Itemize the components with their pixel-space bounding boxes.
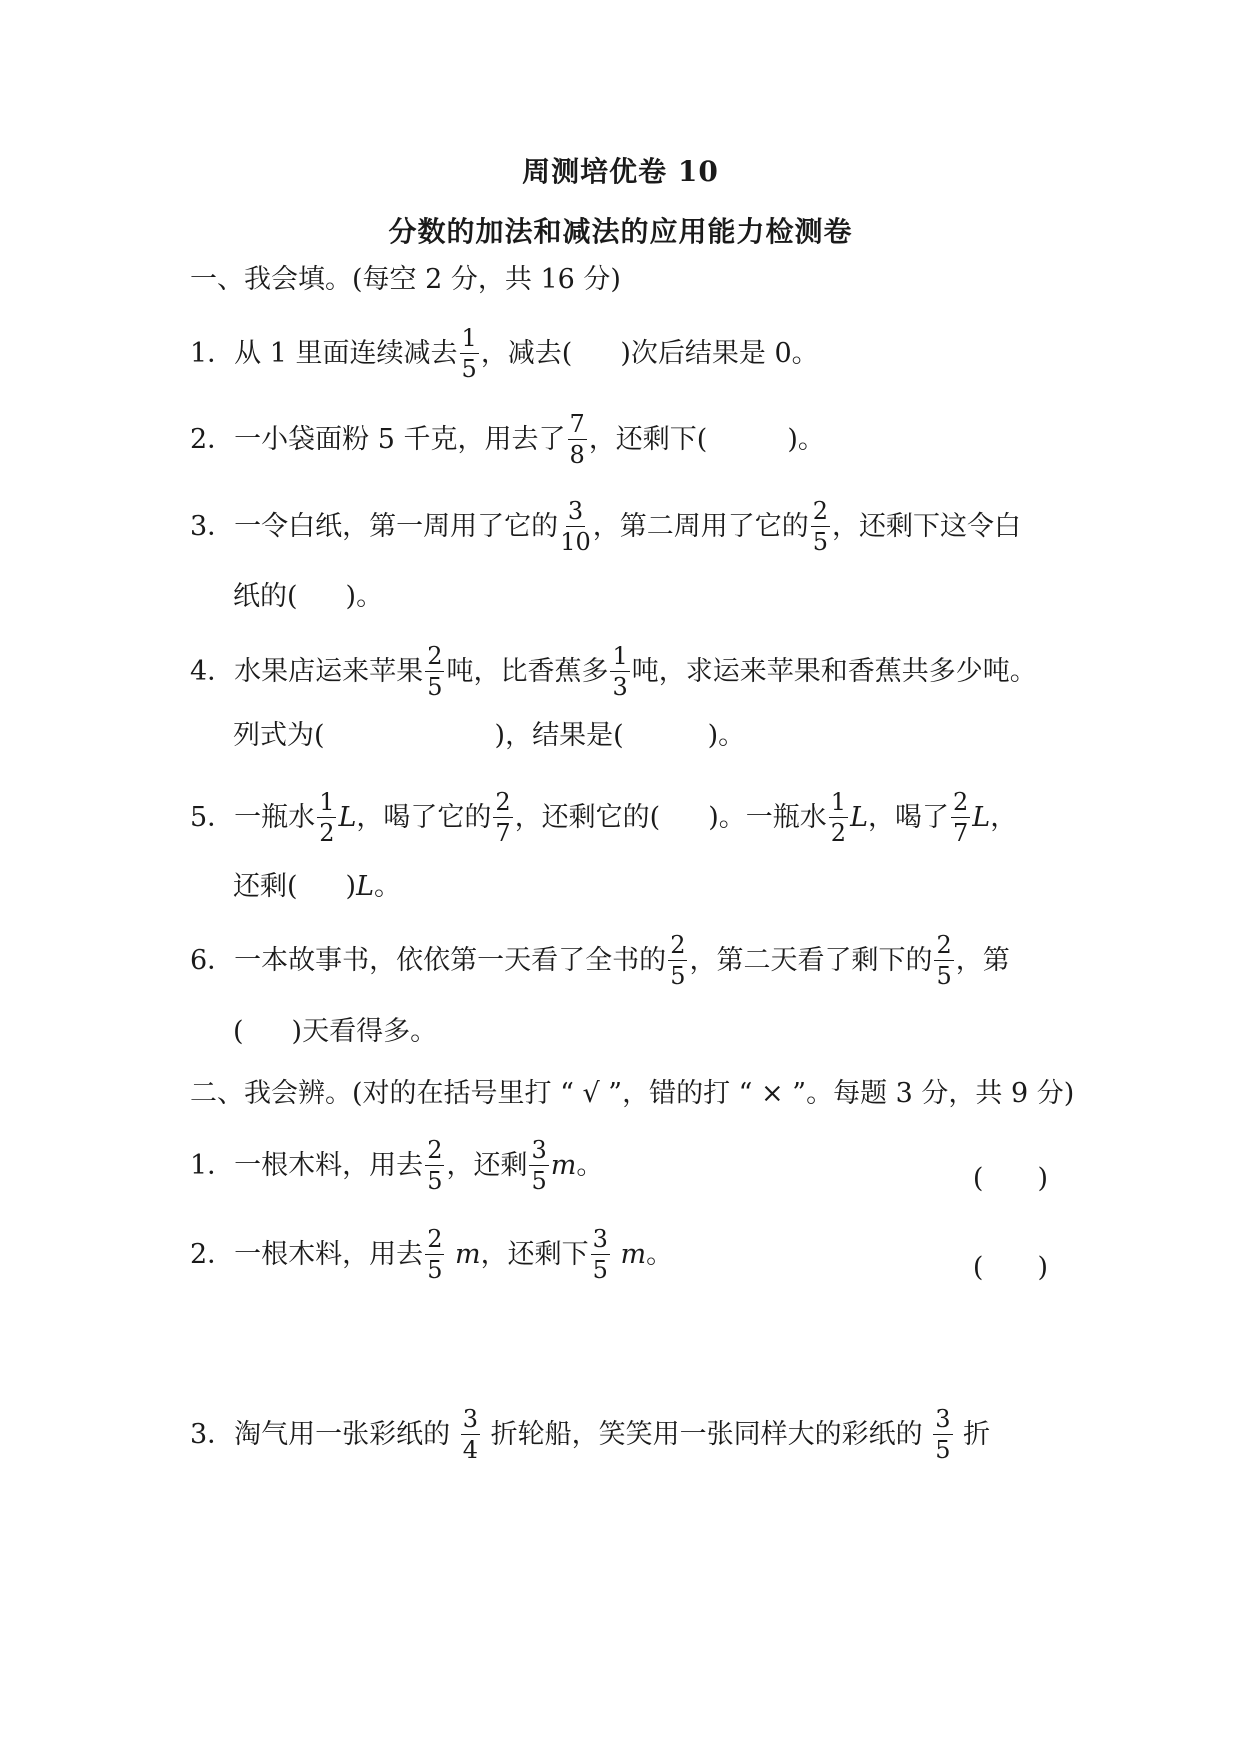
fraction	[460, 326, 479, 381]
text: 1．从 1 里面连续减去	[190, 338, 458, 369]
numerator: 2	[427, 642, 443, 670]
fraction	[591, 1227, 610, 1282]
text: 折	[954, 1419, 991, 1450]
text: 4．水果店运来苹果	[190, 656, 424, 687]
text: )	[345, 871, 357, 902]
text: )天看得多。	[291, 1016, 438, 1047]
fraction	[425, 1138, 444, 1193]
denominator: 10	[560, 528, 591, 556]
fraction	[829, 790, 848, 845]
denominator: 5	[592, 1256, 608, 1284]
answer-paren[interactable]: ( )	[972, 1252, 1048, 1283]
text: ，减去(	[480, 338, 573, 369]
denominator: 4	[462, 1436, 479, 1464]
denominator: 5	[670, 962, 686, 990]
denominator: 5	[427, 673, 443, 701]
s2-q1	[190, 1138, 1061, 1193]
denominator: 5	[427, 1256, 443, 1284]
s2-q3	[190, 1407, 1061, 1462]
text: 3．一令白纸，第一周用了它的	[190, 511, 559, 542]
fraction	[461, 1407, 480, 1462]
fraction	[568, 412, 587, 467]
numerator: 2	[812, 497, 829, 525]
text: )，结果是(	[494, 720, 624, 751]
s1-q4	[190, 644, 1061, 699]
denominator: 5	[812, 528, 829, 556]
text: 5．一瓶水	[190, 802, 316, 833]
section2-heading	[190, 1080, 1091, 1107]
s2-q2	[190, 1227, 1061, 1282]
unit: L	[356, 871, 375, 902]
text: 还剩(	[233, 871, 298, 902]
text: )。	[707, 720, 746, 751]
numerator: 1	[461, 324, 477, 352]
text: 。	[576, 1150, 604, 1181]
fraction	[933, 1407, 952, 1462]
text: 吨，求运来苹果和香蕉共多少吨。	[631, 656, 1037, 687]
text: ，第二天看了剩下的	[689, 945, 933, 976]
numerator: 3	[462, 1405, 479, 1433]
unit: L	[338, 802, 357, 833]
text: ，还剩下	[480, 1239, 589, 1270]
text: )。一瓶水	[708, 802, 827, 833]
fraction	[951, 790, 970, 845]
numerator: 1	[830, 788, 847, 816]
section1-heading	[190, 266, 1061, 293]
text: ，还剩	[446, 1150, 528, 1181]
text: ，还剩下这令白	[832, 511, 1022, 542]
text: ，还剩它的(	[514, 802, 661, 833]
denominator: 7	[953, 819, 969, 847]
denominator: 3	[612, 673, 628, 701]
s1-q3-cont	[233, 583, 1061, 610]
text: ，	[990, 802, 1018, 833]
numerator: 3	[935, 1405, 951, 1433]
numerator: 1	[612, 642, 628, 670]
text: )。	[345, 581, 384, 612]
unit: m	[611, 1239, 647, 1270]
text: 1．一根木料，用去	[190, 1150, 424, 1181]
page-subtitle: 分数的加法和减法的应用能力检测卷	[388, 215, 853, 248]
fraction	[811, 499, 830, 554]
denominator: 2	[830, 819, 847, 847]
answer-paren[interactable]: ( )	[972, 1163, 1048, 1194]
unit: L	[972, 802, 991, 833]
denominator: 8	[569, 441, 585, 469]
numerator: 3	[592, 1225, 608, 1253]
text: (	[233, 1016, 244, 1047]
s1-q3	[190, 499, 1061, 554]
denominator: 2	[319, 819, 335, 847]
denominator: 5	[531, 1167, 547, 1195]
s1-q5-cont	[233, 873, 1061, 900]
text: ，第二周用了它的	[592, 511, 809, 542]
s1-q4-cont	[233, 722, 1061, 749]
fraction	[610, 644, 629, 699]
numerator: 7	[569, 410, 585, 438]
s1-q2	[190, 412, 1061, 467]
s1-q1	[190, 326, 1061, 381]
unit: m	[446, 1239, 481, 1270]
text: 纸的(	[233, 581, 298, 612]
text: )次后结果是 0。	[620, 338, 819, 369]
unit: m	[550, 1150, 577, 1181]
denominator: 5	[935, 1436, 951, 1464]
text: 。	[374, 871, 402, 902]
text: 。	[646, 1239, 674, 1270]
denominator: 5	[936, 962, 952, 990]
text: 吨，比香蕉多	[446, 656, 609, 687]
fraction	[560, 499, 591, 554]
fraction	[668, 933, 687, 988]
fraction	[934, 933, 953, 988]
text: 6．一本故事书，依依第一天看了全书的	[190, 945, 667, 976]
numerator: 2	[427, 1225, 443, 1253]
denominator: 5	[427, 1167, 443, 1195]
numerator: 2	[495, 788, 511, 816]
text: 2．一小袋面粉 5 千克，用去了	[190, 424, 566, 455]
text: ，喝了它的	[356, 802, 492, 833]
s1-q5	[190, 790, 1061, 845]
section2-heading-text: 二、我会辨。(对的在括号里打 “ √ ”，错的打 “ × ”。每题 3 分，共 9 分)	[190, 1078, 1075, 1109]
s1-q6-cont	[233, 1018, 1061, 1045]
numerator: 2	[427, 1136, 443, 1164]
fraction	[425, 1227, 444, 1282]
page-title: 周测培优卷 10	[522, 155, 719, 188]
fraction	[317, 790, 336, 845]
text: 列式为(	[233, 720, 325, 751]
denominator: 5	[461, 355, 477, 383]
numerator: 3	[531, 1136, 547, 1164]
numerator: 3	[567, 497, 584, 525]
fraction	[425, 644, 444, 699]
text: ，还剩下(	[588, 424, 708, 455]
numerator: 1	[319, 788, 335, 816]
text: ，喝了	[868, 802, 949, 833]
text: ，第	[955, 945, 1010, 976]
s1-q6	[190, 933, 1061, 988]
section1-heading-text: 一、我会填。(每空 2 分，共 16 分)	[190, 264, 621, 295]
fraction	[493, 790, 512, 845]
text: 2．一根木料，用去	[190, 1239, 424, 1270]
text: )。	[787, 424, 825, 455]
numerator: 2	[936, 931, 952, 959]
numerator: 2	[953, 788, 969, 816]
numerator: 2	[670, 931, 686, 959]
fraction	[529, 1138, 548, 1193]
denominator: 7	[495, 819, 511, 847]
text: 3．淘气用一张彩纸的	[190, 1419, 459, 1450]
text: 折轮船，笑笑用一张同样大的彩纸的	[482, 1419, 932, 1450]
unit: L	[850, 802, 868, 833]
